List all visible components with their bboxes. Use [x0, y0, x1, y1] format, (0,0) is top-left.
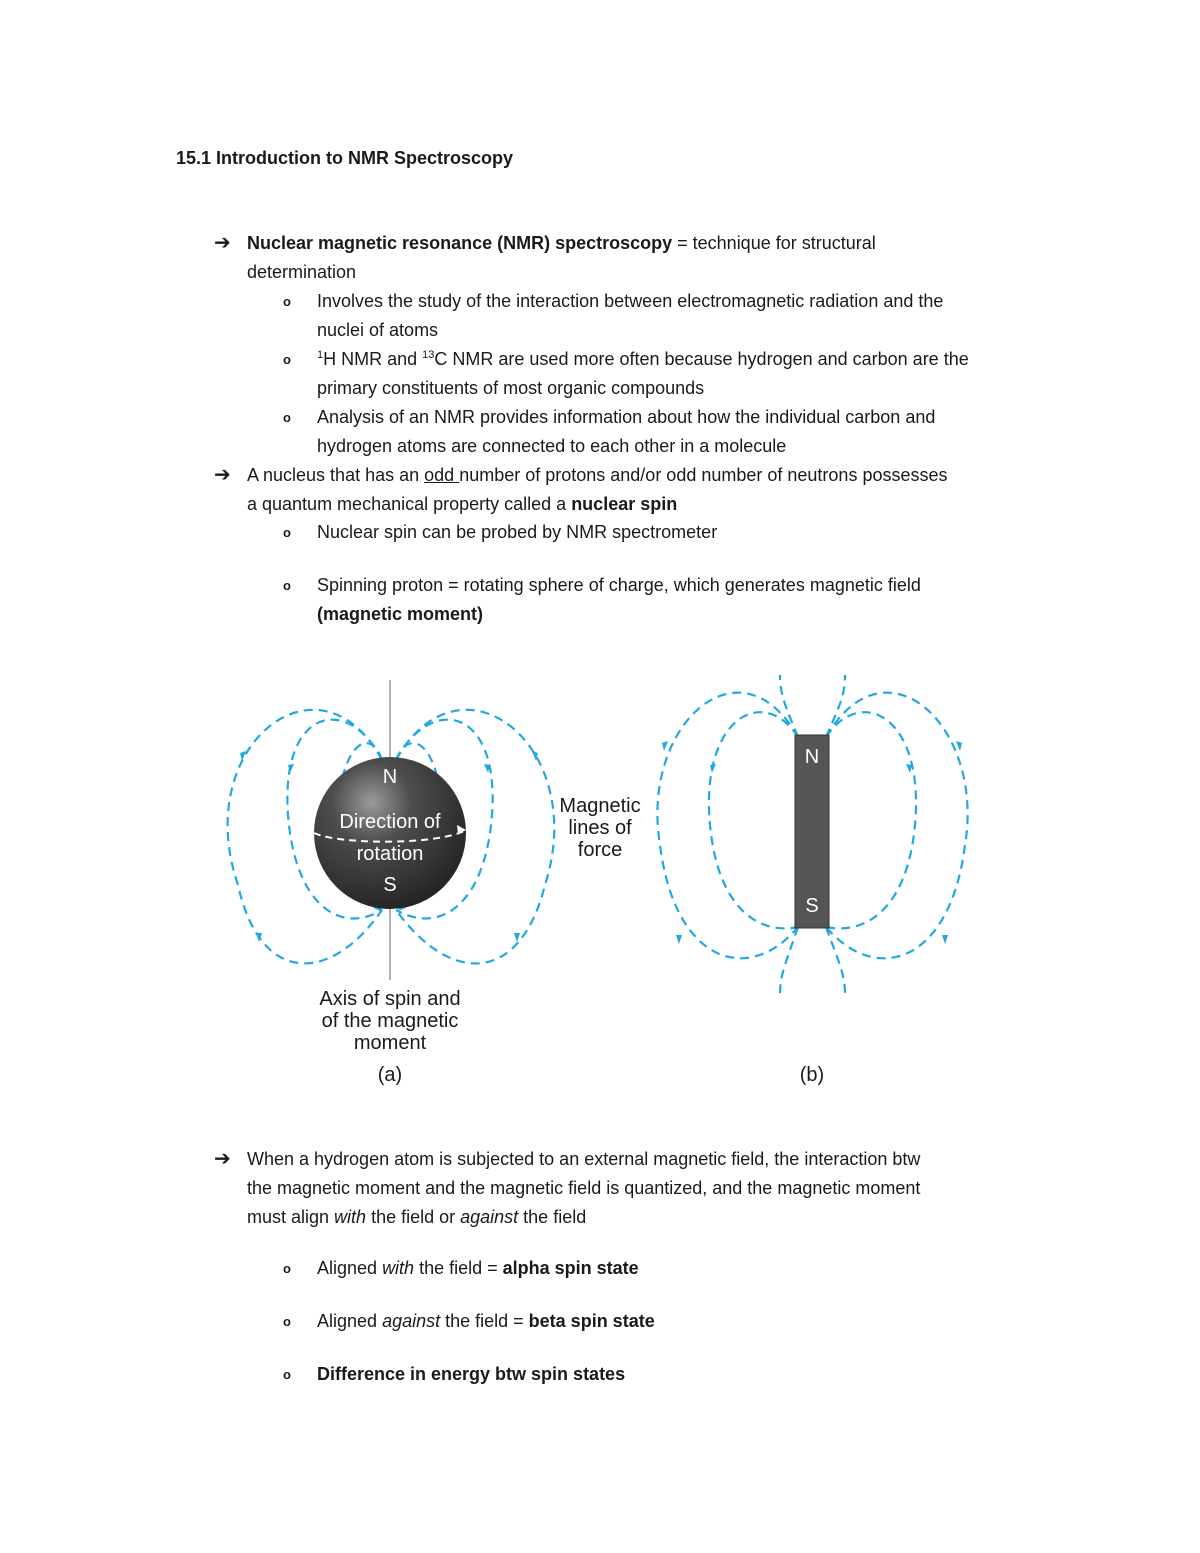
lines-label-line1: Magnetic [559, 795, 641, 817]
sphere-south-label: S [383, 874, 397, 896]
underlined-text: odd [424, 465, 460, 485]
circle-bullet-icon: o [283, 294, 291, 309]
term-beta-spin: beta spin state [528, 1311, 655, 1331]
arrow-bullet-icon: ➔ [214, 232, 231, 254]
circle-bullet-icon: o [283, 1314, 291, 1329]
circle-bullet-icon: o [283, 410, 291, 425]
text-span: A nucleus that has an [247, 465, 425, 485]
circle-bullet-icon: o [283, 525, 291, 540]
term-magnetic-moment: (magnetic moment) [317, 604, 484, 624]
text-span: must align [247, 1207, 335, 1227]
list-item [317, 1360, 1057, 1389]
sphere-north-label: N [382, 766, 398, 788]
text-span: Involves the study of the interaction between electromagnetic radiation and the [317, 291, 944, 311]
list-item: Nuclear spin can be probed by NMR spectrometer [317, 522, 718, 542]
text-span: the field or [366, 1207, 461, 1227]
figure-label-b: (b) [799, 1064, 825, 1086]
text-span: nuclei of atoms [317, 320, 439, 340]
term-energy-difference: Difference in energy btw spin states [317, 1364, 626, 1384]
axis-label-line3: moment [353, 1032, 427, 1054]
rotation-label-line2: rotation [356, 843, 424, 865]
italic-text: with [382, 1258, 415, 1278]
text-span: number of protons and/or odd number of neutrons possesses [459, 465, 948, 485]
list-item [317, 345, 1057, 403]
superscript: 1 [317, 349, 324, 361]
text-span: H NMR and [323, 349, 423, 369]
circle-bullet-icon: o [283, 1261, 291, 1276]
text-span: Analysis of an NMR provides information about how the individual carbon and [317, 407, 936, 427]
text-span: = technique for structural [672, 233, 876, 253]
circle-bullet-icon: o [283, 352, 291, 367]
magnetic-field-figure [220, 665, 1000, 1095]
rotation-label-line1: Direction of [339, 811, 441, 833]
arrow-bullet-icon: ➔ [214, 464, 231, 486]
axis-label-line1: Axis of spin and [319, 988, 461, 1010]
text-span: hydrogen atoms are connected to each other in a molecule [317, 436, 787, 456]
italic-text: against [382, 1311, 441, 1331]
list-item [317, 1307, 1057, 1336]
paragraph-spin-alignment [247, 1145, 1047, 1232]
text-span: When a hydrogen atom is subjected to an external magnetic field, the interaction btw [247, 1149, 921, 1169]
axis-label-line2: of the magnetic [321, 1010, 459, 1032]
text-span: C NMR are used more often because hydrogen and carbon are the [434, 349, 969, 369]
superscript: 13 [422, 349, 435, 361]
text-span: the field = [440, 1311, 529, 1331]
list-item [317, 287, 1057, 345]
paragraph-nuclear-spin [247, 461, 1047, 519]
text-span: the field = [414, 1258, 503, 1278]
term-nmr: Nuclear magnetic resonance (NMR) spectroscopy [247, 233, 673, 253]
text-span: Spinning proton = rotating sphere of charge, which generates magnetic field [317, 575, 921, 595]
italic-text: with [334, 1207, 367, 1227]
magnet-north-label: N [804, 746, 820, 768]
paragraph-nmr-definition [247, 229, 1047, 287]
term-alpha-spin: alpha spin state [502, 1258, 639, 1278]
arrow-bullet-icon: ➔ [214, 1148, 231, 1170]
figure-label-a: (a) [377, 1064, 403, 1086]
list-item [317, 403, 1057, 461]
text-span: the field [518, 1207, 587, 1227]
text-span: a quantum mechanical property called a [247, 494, 572, 514]
text-span: the magnetic moment and the magnetic field is quantized, and the magnetic moment [247, 1178, 921, 1198]
italic-text: against [460, 1207, 519, 1227]
list-item [317, 1254, 1057, 1283]
page-title: 15.1 Introduction to NMR Spectroscopy [176, 148, 514, 168]
magnet-south-label: S [805, 895, 819, 917]
text-span: primary constituents of most organic compounds [317, 378, 705, 398]
term-nuclear-spin: nuclear spin [571, 494, 678, 514]
list-item [317, 571, 1057, 629]
circle-bullet-icon: o [283, 578, 291, 593]
text-span: determination [247, 262, 357, 282]
text-span: Aligned [317, 1258, 383, 1278]
figure-svg [220, 665, 1000, 1095]
circle-bullet-icon: o [283, 1367, 291, 1382]
lines-label-line3: force [577, 839, 623, 861]
lines-label-line2: lines of [568, 817, 632, 839]
text-span: Aligned [317, 1311, 383, 1331]
